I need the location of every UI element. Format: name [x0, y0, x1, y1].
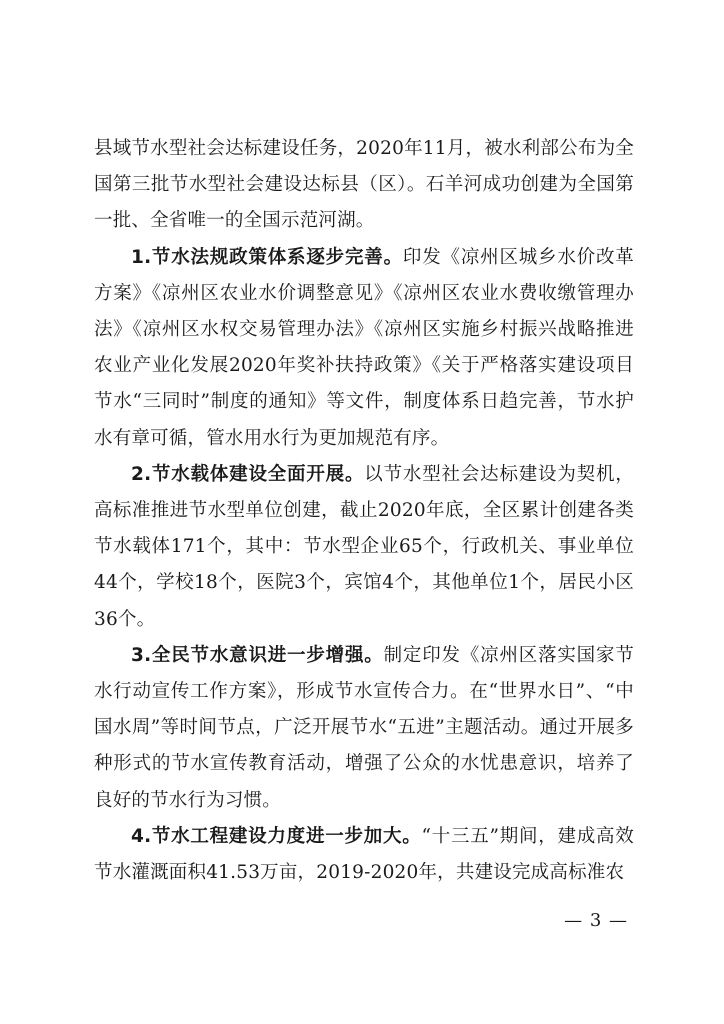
paragraph-text: 印发《凉州区城乡水价改革方案》《凉州区农业水价调整意见》《凉州区农业水费收缴管理办法》《凉州区水权交易管理办法》《凉州区实施乡村振兴战略推进农业产业化发展2020年奖补扶持政策》《关于严格落实建设项目节水“三同时”制度的通知》等文件，制度体系日趋完善，节水护水有章可循，管水用水行为更加规范有序。 [94, 246, 634, 449]
paragraph-text: 制定印发《凉州区落实国家节水行动宣传工作方案》，形成节水宣传合力。在“世界水日”、“中国水周”等时间节点，广泛开展节水“五进”主题活动。通过开展多种形式的节水宣传教育活动，增强了公众的水忧患意识，培养了良好的节水行为习惯。 [94, 644, 635, 811]
body-text [94, 131, 634, 891]
paragraph-heading: 4.节水工程建设力度进一步加大。 [131, 825, 422, 847]
paragraph-awareness [94, 638, 634, 819]
page-number: — 3 — [564, 910, 628, 931]
paragraph-text: 以节水型社会达标建设为契机，高标准推进节水型单位创建，截止2020年底，全区累计创建各类节水载体171个，其中：节水型企业65个，行政机关、事业单位44个，学校18个，医院3个，宾馆4个，其他单位1个，居民小区36个。 [94, 463, 634, 630]
paragraph-heading: 1.节水法规政策体系逐步完善。 [131, 246, 403, 268]
paragraph-carriers [94, 457, 634, 638]
paragraph-engineering [94, 819, 634, 891]
paragraph-heading: 3.全民节水意识进一步增强。 [131, 644, 384, 666]
paragraph-intro [94, 131, 634, 240]
paragraph-text: “十三五”期间，建成高效节水灌溉面积41.53万亩，2019-2020年，共建设完成高标准农 [94, 825, 634, 884]
paragraph-policy [94, 240, 634, 457]
paragraph-text: 县域节水型社会达标建设任务，2020年11月，被水利部公布为全国第三批节水型社会建设达标县（区）。石羊河成功创建为全国第一批、全省唯一的全国示范河湖。 [94, 138, 634, 232]
paragraph-heading: 2.节水载体建设全面开展。 [131, 463, 365, 485]
